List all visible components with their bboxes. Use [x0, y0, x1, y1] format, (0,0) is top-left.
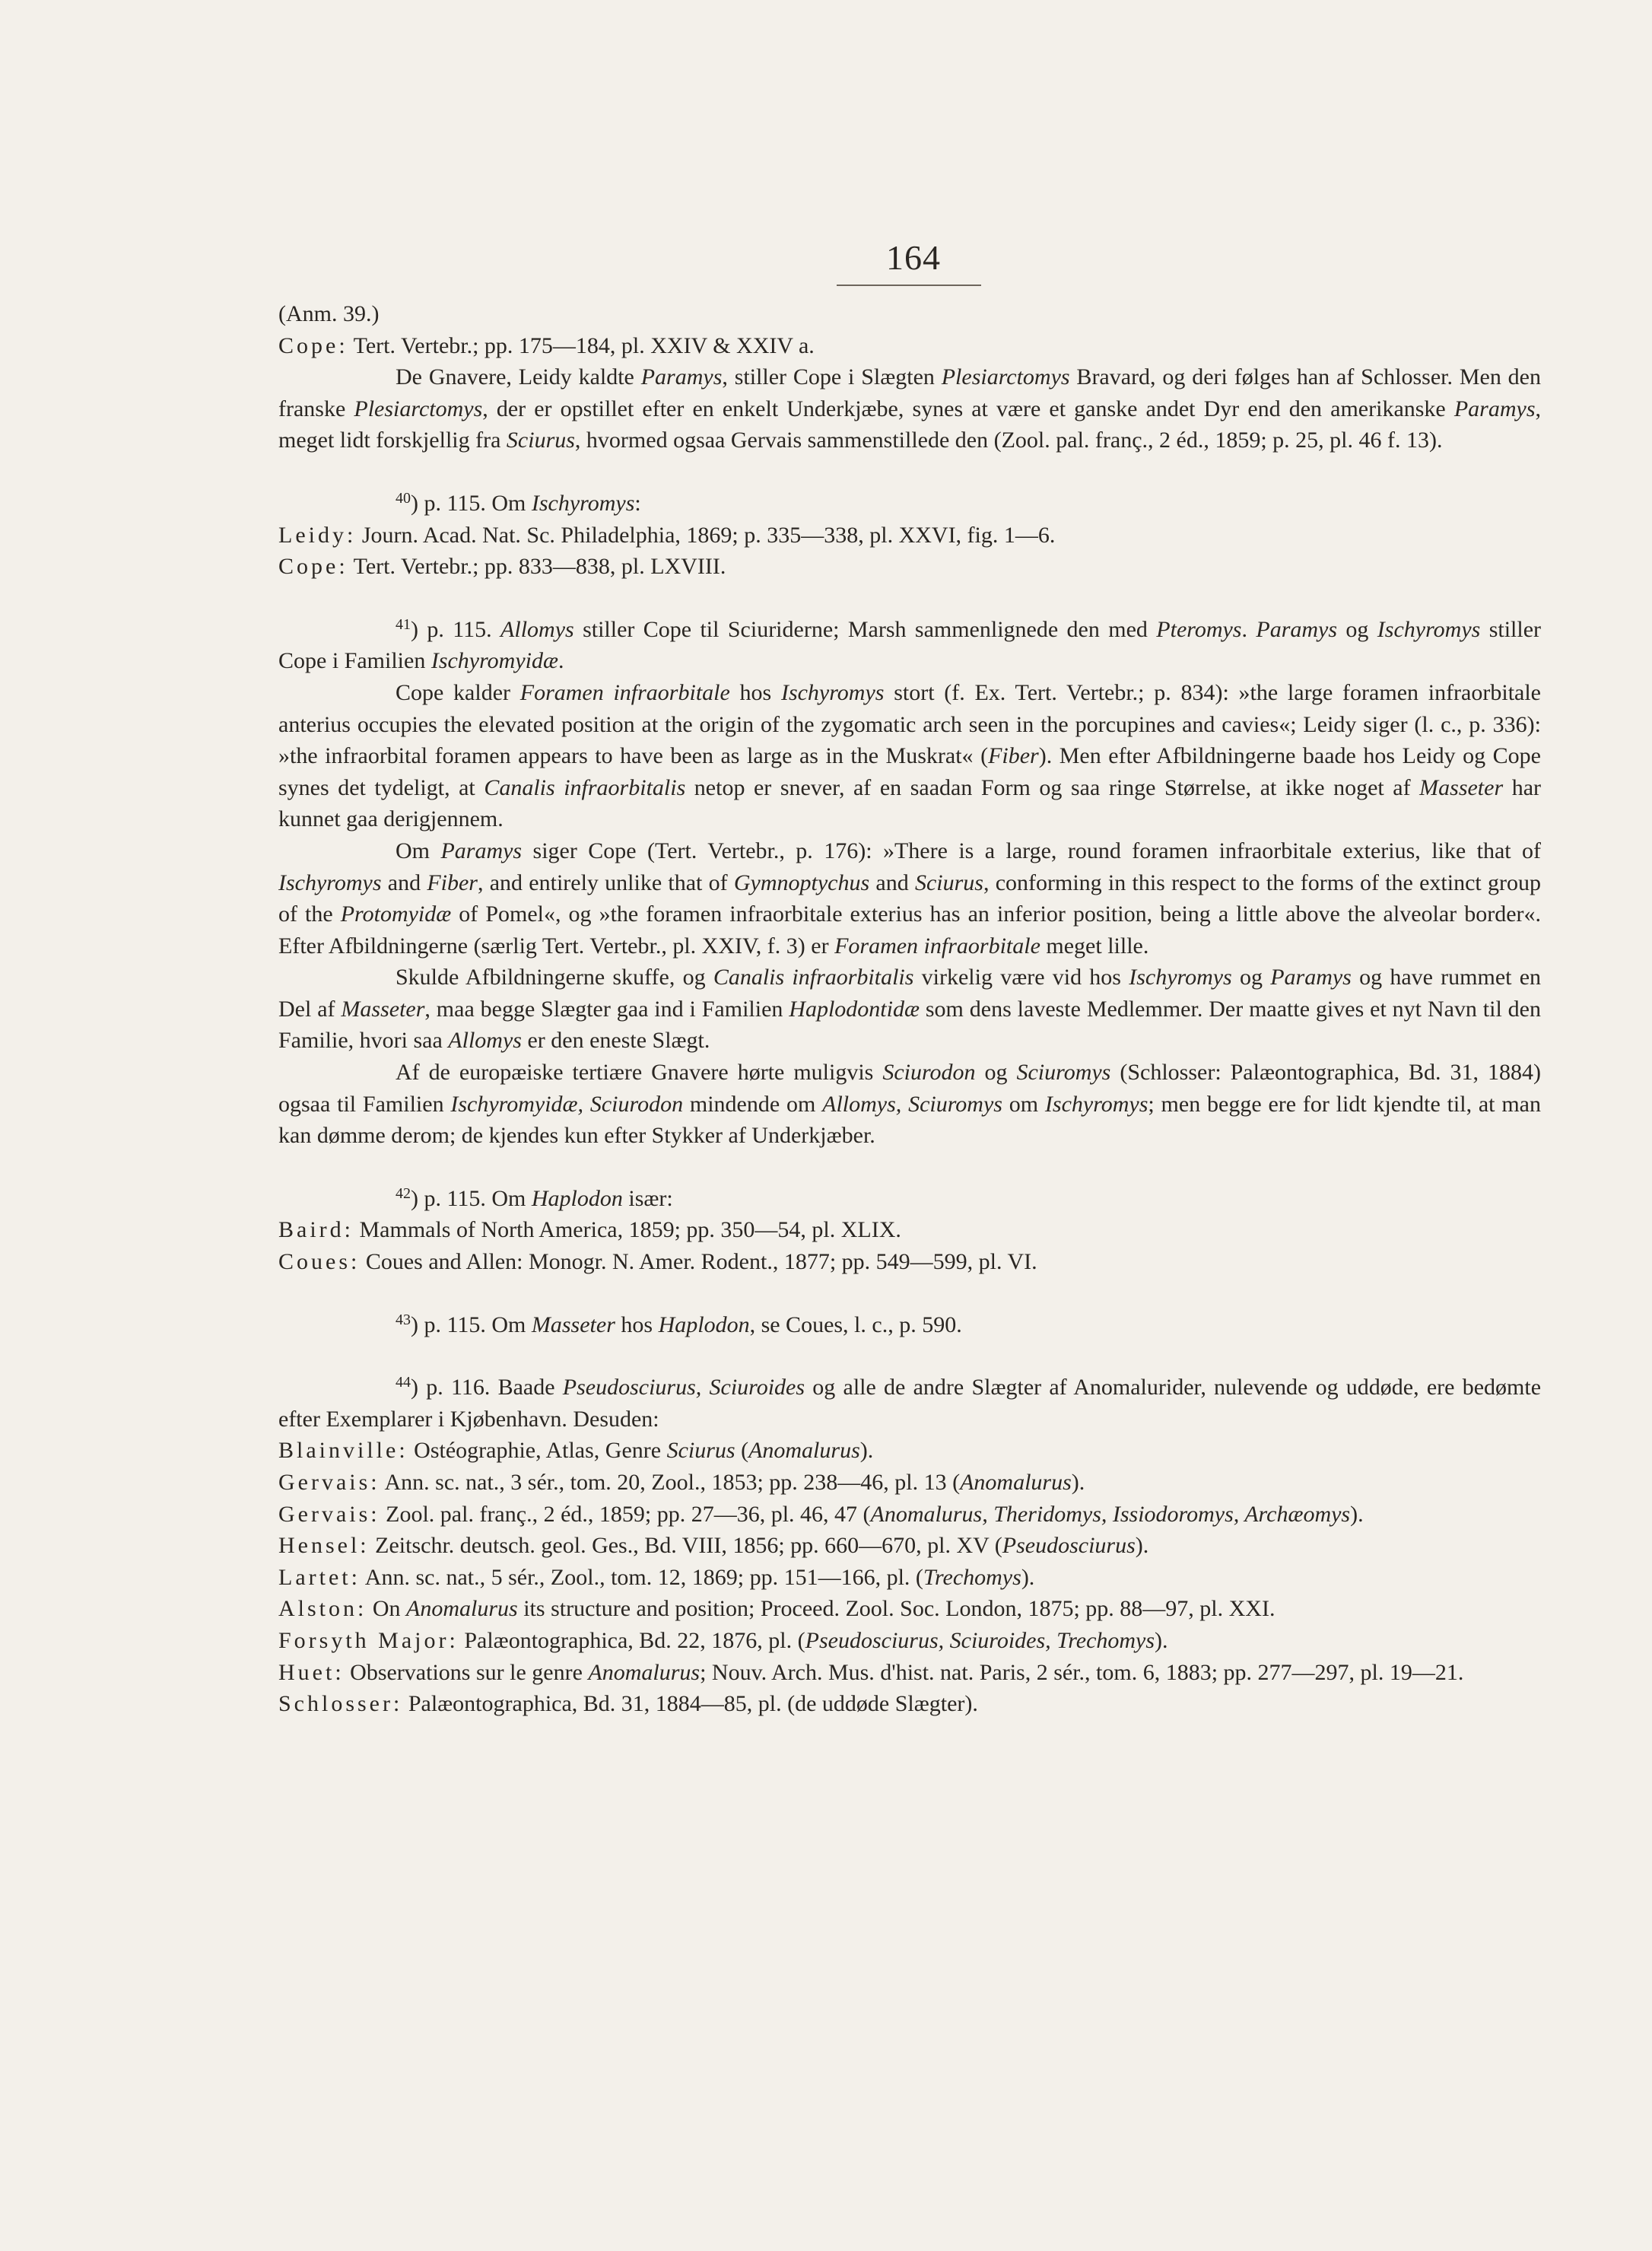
italic-term: Ischyromys [531, 490, 635, 516]
italic-term: Haplodontidæ [789, 996, 920, 1022]
author-name: Hensel: [278, 1533, 370, 1559]
note-44-reference: Gervais: Ann. sc. nat., 3 sér., tom. 20, Zool., 1853; pp. 238—46, pl. 13 (Anomalurus). [278, 1470, 1085, 1495]
italic-term: Masseter [1419, 774, 1504, 800]
note-41-paragraph: Cope kalder Foramen infraorbitale hos Ischyromys stort (f. Ex. Tert. Vertebr.; p. 834): »the large foramen infraorbitale anterius occupies the elevated position at the origin of the zygomatic arch seen in the porcupines and cavies«; Leidy siger (l. c., p. 336): »the infraorbital foramen appears to have been as large as in the Muskrat« (Fiber). Men efter Afbildningerne baade hos Leidy og Cope synes det tydeligt, at Canalis infraorbitalis netop er snever, af en saadan Form og saa ringe Størrelse, at ikke noget af Masseter har kunnet gaa derigjennem. [278, 679, 1541, 832]
italic-term: Ischyromys [1044, 1091, 1148, 1117]
italic-term: Anomalurus [406, 1596, 518, 1622]
author-name: Baird: [278, 1217, 354, 1243]
note-41-paragraph: Af de europæiske tertiære Gnavere hørte muligvis Sciurodon og Sciuromys (Schlosser: Palæontographica, Bd. 31, 1884) ogsaa til Familien Ischyromyidæ, Sciurodon mindende om Allomys, Sciuromys om Ischyromys; men begge ere for lidt kjendte til, at man kan dømme derom; de kjendes kun efter Stykker af Underkjæber. [278, 1060, 1541, 1149]
note-39-paragraph: De Gnavere, Leidy kaldte Paramys, stiller Cope i Slægten Plesiarctomys Bravard, og deri følges han af Schlosser. Men den franske Plesiarctomys, der er opstillet efter en enkelt Underkjæbe, synes at være et ganske andet Dyr end den amerikanske Paramys, meget lidt forskjellig fra Sciurus, hvormed ogsaa Gervais sammenstillede den (Zool. pal. franç., 2 éd., 1859; p. 25, pl. 46 f. 13). [278, 364, 1541, 453]
italic-term: Paramys [640, 364, 723, 390]
italic-term: Pseudosciurus, Sciuroides [562, 1375, 805, 1401]
italic-term: Canalis infraorbitalis [484, 774, 686, 800]
author-name: Blainville: [278, 1438, 408, 1464]
italic-term: Ischyromyidæ [430, 648, 559, 674]
italic-term: Ischyromys [1377, 616, 1481, 642]
italic-term: Paramys [1453, 396, 1536, 421]
note-number: 41 [396, 615, 411, 633]
italic-term: Pseudosciurus, Sciuroides, Trechomys [805, 1627, 1155, 1653]
author-name: Schlosser: [278, 1691, 403, 1717]
italic-term: Sciurus [914, 870, 983, 895]
author-name: Cope: [278, 554, 348, 580]
note-39-reference [278, 330, 1541, 362]
author-name: Huet: [278, 1659, 345, 1685]
italic-term: Trechomys [923, 1564, 1021, 1590]
note-number: 44 [396, 1374, 411, 1391]
note-number: 43 [396, 1311, 411, 1328]
reference-text: Mammals of North America, 1859; pp. 350—54, pl. XLIX. [354, 1217, 901, 1243]
italic-term: Paramys [1270, 965, 1352, 990]
note-42-reference [278, 1246, 1541, 1278]
note-43-heading: $^{43}$) p. 115. Om Masseter hos Haplodon, se Coues, l. c., p. 590. [396, 1311, 962, 1337]
italic-term: Anomalurus, Theridomys, Issiodoromys, Archæomys [870, 1501, 1351, 1527]
page-number-rule [837, 285, 981, 286]
note-41-heading: $^{41}$) p. 115. Allomys stiller Cope til Sciuriderne; Marsh sammenlignede den med Pteromys. Paramys og Ischyromys stiller Cope i Familien Ischyromyidæ. [278, 615, 1542, 674]
italic-term: Ischyromys [780, 679, 885, 705]
reference-text: Tert. Vertebr.; pp. 833—838, pl. LXVIII. [348, 554, 726, 580]
note-44-reference: Schlosser: Palæontographica, Bd. 31, 1884—85, pl. (de uddøde Slægter). [278, 1691, 978, 1717]
author-name: Lartet: [278, 1564, 361, 1590]
italic-term: Allomys [448, 1028, 522, 1054]
author-name: Forsyth Major: [278, 1627, 459, 1653]
italic-term: Foramen infraorbitale [519, 679, 730, 705]
italic-term: Canalis infraorbitalis [713, 965, 914, 990]
italic-term: Ischyromyidæ, Sciurodon [450, 1091, 684, 1117]
note-44-reference: Forsyth Major: Palæontographica, Bd. 22, 1876, pl. (Pseudosciurus, Sciuroides, Trechomys). [278, 1627, 1168, 1653]
note-number: 40 [396, 489, 411, 507]
author-name: Leidy: [278, 522, 357, 548]
note-42-reference [278, 1214, 1541, 1246]
italic-term: Pseudosciurus [1002, 1533, 1136, 1559]
note-40-heading: $^{40}$) p. 115. Om Ischyromys: [396, 489, 641, 516]
italic-term: Fiber [988, 743, 1039, 769]
note-40-reference [278, 520, 1541, 552]
page-body [278, 298, 1541, 1720]
note-44-reference: Gervais: Zool. pal. franç., 2 éd., 1859; pp. 27—36, pl. 46, 47 (Anomalurus, Theridomys, Issiodoromys, Archæomys). [278, 1501, 1364, 1527]
reference-text: Coues and Allen: Monogr. N. Amer. Rodent., 1877; pp. 549—599, pl. VI. [360, 1249, 1037, 1275]
note-44-reference: Hensel: Zeitschr. deutsch. geol. Ges., Bd. VIII, 1856; pp. 660—670, pl. XV (Pseudosciurus). [278, 1533, 1149, 1559]
italic-term: Paramys [440, 838, 523, 863]
note-number: 42 [396, 1184, 411, 1202]
italic-term: Gymnoptychus [733, 870, 870, 895]
reference-text: Journ. Acad. Nat. Sc. Philadelphia, 1869; p. 335—338, pl. XXVI, fig. 1—6. [356, 522, 1056, 548]
italic-term: Sciuromys [1016, 1060, 1111, 1086]
italic-term: Plesiarctomys [354, 396, 483, 421]
italic-term: Haplodon [531, 1185, 623, 1211]
note-44-reference: Huet: Observations sur le genre Anomalurus; Nouv. Arch. Mus. d'hist. nat. Paris, 2 sér., tom. 6, 1883; pp. 277—297, pl. 19—21. [278, 1659, 1464, 1685]
page-number: 164 [886, 238, 941, 277]
italic-term: Plesiarctomys [941, 364, 1070, 390]
note-41-paragraph: Skulde Afbildningerne skuffe, og Canalis infraorbitalis virkelig være vid hos Ischyromys og Paramys og have rummet en Del af Masseter, maa begge Slægter gaa ind i Familien Haplodontidæ som dens laveste Medlemmer. Der maatte gives et nyt Navn til den Familie, hvori saa Allomys er den eneste Slægt. [278, 965, 1542, 1054]
italic-term: Fiber [427, 870, 478, 895]
note-44-reference: Lartet: Ann. sc. nat., 5 sér., Zool., tom. 12, 1869; pp. 151—166, pl. (Trechomys). [278, 1564, 1035, 1590]
italic-term: Sciurodon [882, 1060, 976, 1086]
author-name: Gervais: [278, 1470, 380, 1495]
note-44-reference: Blainville: Ostéographie, Atlas, Genre Sciurus (Anomalurus). [278, 1438, 874, 1464]
italic-term: Ischyromys [1129, 965, 1232, 990]
italic-term: Ischyromys [278, 870, 382, 895]
italic-term: Anomalurus [960, 1470, 1072, 1495]
italic-term: Allomys [500, 616, 574, 642]
italic-term: Foramen infraorbitale [834, 933, 1040, 959]
author-name: Cope: [278, 332, 348, 358]
note-41-paragraph: Om Paramys siger Cope (Tert. Vertebr., p. 176): »There is a large, round foramen infraorbitale exterius, like that of Ischyromys and Fiber, and entirely unlike that of Gymnoptychus and Sciurus, conforming in this respect to the forms of the extinct group of the Protomyidæ of Pomel«, og »the foramen infraorbitale exterius has an inferior position, being a little above the alveolar border«. Efter Afbildningerne (særlig Tert. Vertebr., pl. XXIV, f. 3) er Foramen infraorbitale meget lille. [278, 838, 1542, 959]
author-name: Gervais: [278, 1501, 380, 1527]
italic-term: Protomyidæ [340, 901, 452, 927]
italic-term: Paramys [1256, 616, 1338, 642]
italic-term: Allomys, Sciuromys [822, 1091, 1002, 1117]
italic-term: Haplodon [658, 1311, 750, 1337]
author-name: Alston: [278, 1596, 367, 1622]
italic-term: Pteromys [1156, 616, 1242, 642]
note-39-label: (Anm. 39.) [278, 301, 380, 326]
italic-term: Masseter [341, 996, 425, 1022]
note-44-heading: $^{44}$) p. 116. Baade Pseudosciurus, Sciuroides og alle de andre Slægter af Anomalurider, nulevende og uddøde, ere bedømte efter Exemplarer i Kjøbenhavn. Desuden: [278, 1374, 1542, 1432]
italic-term: Sciurus [506, 428, 575, 453]
author-name: Coues: [278, 1249, 361, 1275]
italic-term: Anomalurus [748, 1438, 860, 1464]
italic-term: Masseter [531, 1311, 615, 1337]
italic-term: Sciurus [666, 1438, 735, 1464]
italic-term: Anomalurus [588, 1659, 701, 1685]
note-44-reference: Alston: On Anomalurus its structure and position; Proceed. Zool. Soc. London, 1875; pp. 88—97, pl. XXI. [278, 1596, 1276, 1622]
note-40-reference [278, 551, 1541, 583]
reference-text: Tert. Vertebr.; pp. 175—184, pl. XXIV & XXIV a. [348, 332, 815, 358]
note-42-heading: $^{42}$) p. 115. Om Haplodon især: [396, 1184, 673, 1211]
